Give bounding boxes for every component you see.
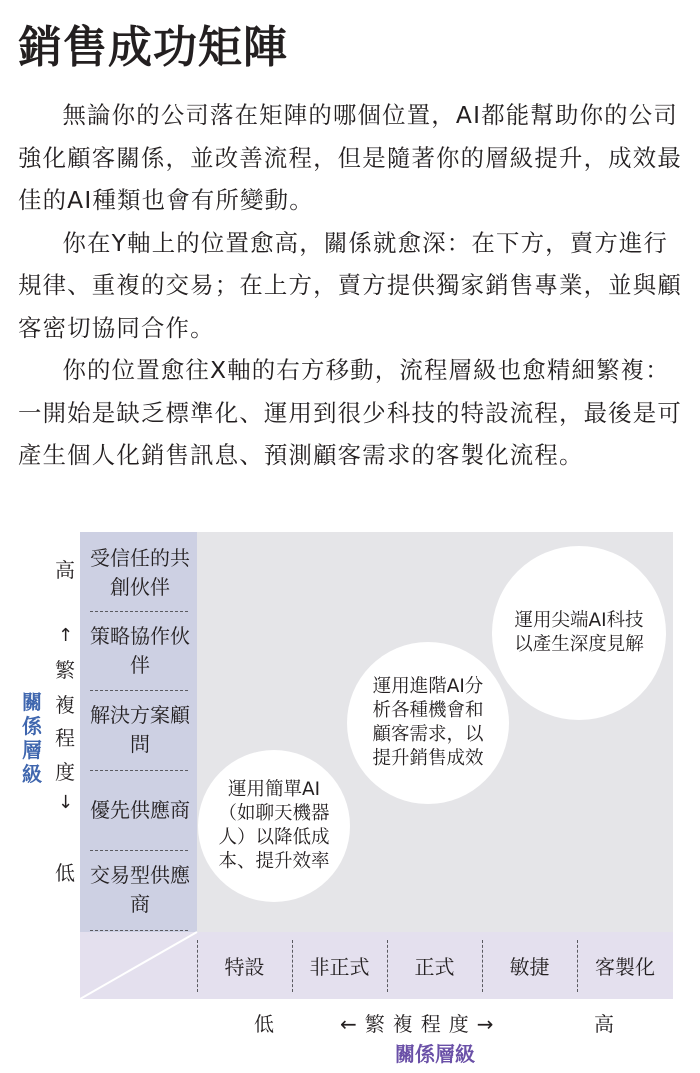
y-up-arrow: ↑: [58, 625, 74, 646]
y-divider: [90, 930, 188, 931]
sales-success-matrix: [0, 532, 700, 1073]
x-low-label: 低: [254, 1012, 274, 1036]
x-level-custom: 客製化: [595, 955, 655, 979]
y-complexity-char: 繁: [55, 658, 75, 682]
x-level-agile: 敏捷: [509, 955, 550, 979]
y-level-trusted-partner: 受信任的共創伙伴: [90, 546, 190, 599]
y-level-preferred-supplier: 優先供應商: [90, 797, 190, 822]
x-level-formal: 正式: [414, 955, 455, 979]
y-complexity-char: 複: [55, 693, 75, 717]
x-complexity-label: ←繁複程度→: [340, 1012, 502, 1036]
paragraph: 你的位置愈往X軸的右方移動，流程層級也愈精細繁複：一開始是缺乏標準化、運用到很少科技的特設流程，最後是可產生個人化銷售訊息、預測顧客需求的客製化流程。: [18, 356, 682, 469]
y-level-strategic-partner: 策略協作伙伴: [90, 624, 190, 677]
y-divider: [90, 770, 188, 771]
circle-cutting-edge-ai: 運用尖端AI科技以產生深度見解: [492, 546, 666, 720]
y-divider: [90, 611, 188, 612]
y-complexity-char: 度: [55, 760, 75, 784]
circle-basic-ai: 運用簡單AI（如聊天機器人）以降低成本、提升效率: [198, 750, 350, 902]
y-level-transactional-supplier: 交易型供應商: [90, 863, 190, 916]
y-low-label: 低: [55, 861, 75, 885]
x-high-label: 高: [594, 1012, 614, 1036]
y-divider: [90, 690, 188, 691]
x-level-adhoc: 特設: [224, 955, 265, 979]
x-relationship-label: 關係層級: [395, 1042, 475, 1066]
page-title: 銷售成功矩陣: [18, 22, 288, 73]
y-complexity-char: 程: [55, 726, 75, 750]
y-divider: [90, 850, 188, 851]
circle-advanced-ai: 運用進階AI分析各種機會和顧客需求，以提升銷售成效: [347, 642, 509, 804]
corner-divider: [80, 930, 200, 1000]
x-level-informal: 非正式: [309, 955, 370, 979]
article-body: [18, 94, 684, 477]
y-level-solution-consultant: 解決方案顧問: [90, 703, 190, 756]
y-relationship-label: 關係層級: [22, 690, 42, 786]
y-down-arrow: ↓: [58, 792, 74, 813]
y-high-label: 高: [55, 558, 75, 582]
paragraph: 無論你的公司落在矩陣的哪個位置，AI都能幫助你的公司強化顧客關係，並改善流程，但是隨著你的層級提升，成效最佳的AI種類也會有所變動。: [18, 101, 682, 214]
paragraph: 你在Y軸上的位置愈高，關係就愈深：在下方，賣方進行規律、重複的交易；在上方，賣方提供獨家銷售專業，並與顧客密切協同合作。: [18, 228, 682, 342]
x-divider: [197, 940, 198, 992]
